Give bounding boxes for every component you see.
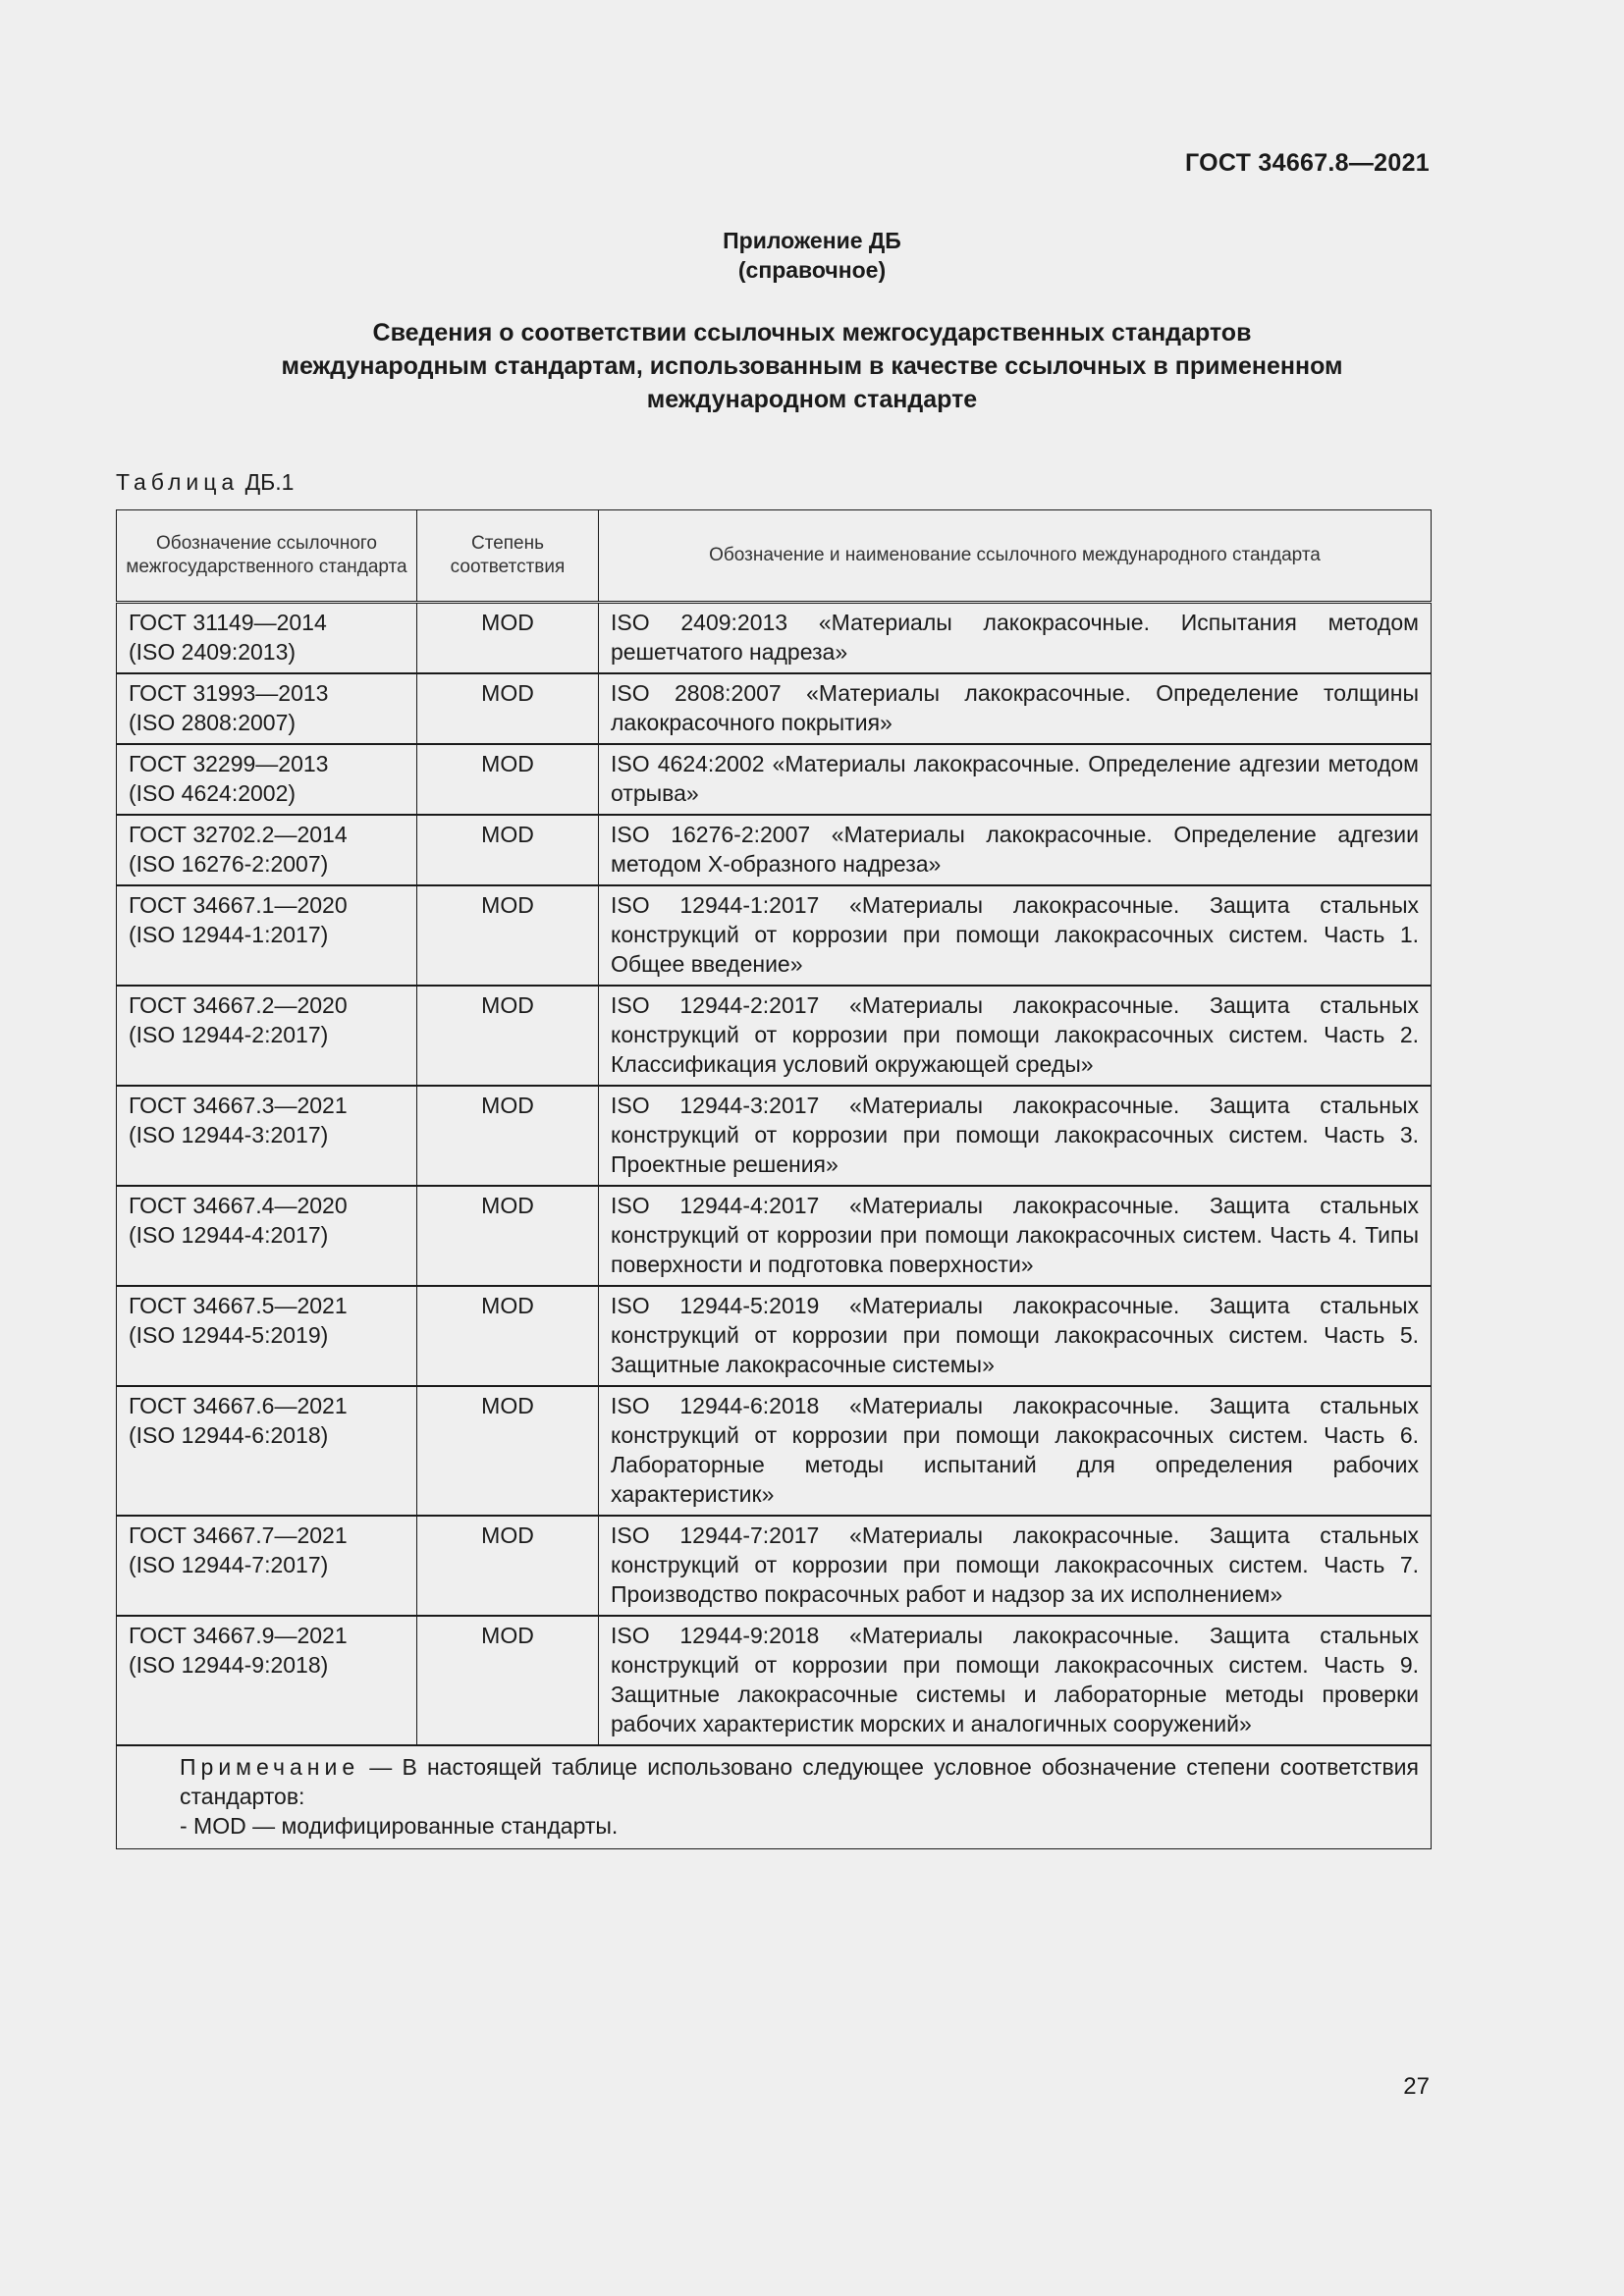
main-title-line: международном стандарте: [646, 386, 978, 413]
iso-equivalent: (ISO 12944-1:2017): [129, 922, 329, 947]
iso-equivalent: (ISO 12944-2:2017): [129, 1022, 329, 1047]
cell-iso-title: ISO 16276-2:2007 «Материалы лакокрасочные. Определение адгезии методом Х-образного надреза»: [599, 815, 1432, 885]
table-row: [117, 603, 1432, 674]
cell-gost-designation: [117, 1516, 417, 1616]
reference-standards-table: [116, 509, 1432, 1849]
cell-gost-designation: [117, 1616, 417, 1745]
annex-subtitle: (справочное): [737, 257, 887, 283]
gost-number: ГОСТ 32299—2013: [129, 751, 329, 776]
gost-number: ГОСТ 34667.3—2021: [129, 1093, 348, 1118]
cell-iso-title: ISO 12944-1:2017 «Материалы лакокрасочные. Защита стальных конструкций от коррозии при помощи лакокрасочных систем. Часть 1. Общее введение»: [599, 885, 1432, 986]
gost-number: ГОСТ 34667.6—2021: [129, 1393, 348, 1418]
cell-gost-designation: [117, 744, 417, 815]
cell-gost-designation: [117, 1386, 417, 1516]
cell-gost-designation: [117, 1286, 417, 1386]
cell-degree: MOD: [417, 673, 599, 744]
cell-gost-designation: [117, 673, 417, 744]
table-row: [117, 1616, 1432, 1745]
cell-degree: MOD: [417, 986, 599, 1086]
cell-degree: MOD: [417, 1516, 599, 1616]
gost-number: ГОСТ 34667.2—2020: [129, 992, 348, 1018]
cell-iso-title: ISO 12944-3:2017 «Материалы лакокрасочные. Защита стальных конструкций от коррозии при помощи лакокрасочных систем. Часть 3. Проектные решения»: [599, 1086, 1432, 1186]
cell-degree: MOD: [417, 1386, 599, 1516]
document-code: ГОСТ 34667.8—2021: [1184, 149, 1430, 177]
cell-iso-title: ISO 4624:2002 «Материалы лакокрасочные. Определение адгезии методом отрыва»: [599, 744, 1432, 815]
table-header-row: [117, 510, 1432, 603]
cell-gost-designation: [117, 885, 417, 986]
header-iso-column: Обозначение и наименование ссылочного международного стандарта: [599, 510, 1432, 603]
table-row: [117, 815, 1432, 885]
cell-iso-title: ISO 12944-2:2017 «Материалы лакокрасочные. Защита стальных конструкций от коррозии при помощи лакокрасочных систем. Часть 2. Классификация условий окружающей среды»: [599, 986, 1432, 1086]
main-title: [0, 316, 1624, 416]
iso-equivalent: (ISO 4624:2002): [129, 780, 297, 806]
iso-equivalent: (ISO 12944-5:2019): [129, 1322, 329, 1348]
cell-gost-designation: [117, 815, 417, 885]
table-row: [117, 885, 1432, 986]
annex-title: Приложение ДБ: [723, 228, 901, 253]
cell-degree: MOD: [417, 744, 599, 815]
table-caption: [116, 469, 294, 496]
gost-number: ГОСТ 34667.1—2020: [129, 892, 348, 918]
cell-gost-designation: [117, 1186, 417, 1286]
gost-number: ГОСТ 32702.2—2014: [129, 822, 348, 847]
table-row: [117, 1286, 1432, 1386]
table-row: [117, 1186, 1432, 1286]
iso-equivalent: (ISO 12944-7:2017): [129, 1552, 329, 1577]
iso-equivalent: (ISO 12944-4:2017): [129, 1222, 329, 1248]
table-row: [117, 986, 1432, 1086]
cell-iso-title: ISO 12944-7:2017 «Материалы лакокрасочные. Защита стальных конструкций от коррозии при помощи лакокрасочных систем. Часть 7. Производство покрасочных работ и надзор за их исполнением»: [599, 1516, 1432, 1616]
header-degree-column: Степень соответствия: [417, 510, 599, 603]
gost-number: ГОСТ 34667.5—2021: [129, 1293, 348, 1318]
note-label: Примечание: [180, 1754, 360, 1780]
main-title-line: Сведения о соответствии ссылочных межгосударственных стандартов: [372, 319, 1252, 347]
cell-degree: MOD: [417, 1286, 599, 1386]
cell-gost-designation: [117, 986, 417, 1086]
cell-iso-title: ISO 2808:2007 «Материалы лакокрасочные. Определение толщины лакокрасочного покрытия»: [599, 673, 1432, 744]
iso-equivalent: (ISO 12944-9:2018): [129, 1652, 329, 1678]
gost-number: ГОСТ 34667.9—2021: [129, 1623, 348, 1648]
gost-number: ГОСТ 34667.7—2021: [129, 1522, 348, 1548]
table-row: [117, 673, 1432, 744]
table-row: [117, 1516, 1432, 1616]
table-caption-number: ДБ.1: [244, 469, 295, 495]
page-number: 27: [1403, 2073, 1430, 2100]
main-title-line: международным стандартам, использованным в качестве ссылочных в примененном: [281, 352, 1343, 380]
iso-equivalent: (ISO 16276-2:2007): [129, 851, 329, 877]
table-note-row: [117, 1745, 1432, 1849]
cell-degree: MOD: [417, 1616, 599, 1745]
note-text: — В настоящей таблице использовано следующее условное обозначение степени соответствия стандартов:: [180, 1754, 1419, 1809]
annex-heading: [0, 226, 1624, 285]
cell-gost-designation: [117, 1086, 417, 1186]
table-row: [117, 744, 1432, 815]
cell-iso-title: ISO 12944-6:2018 «Материалы лакокрасочные. Защита стальных конструкций от коррозии при помощи лакокрасочных систем. Часть 6. Лабораторные методы испытаний для определения рабочих характеристик»: [599, 1386, 1432, 1516]
cell-degree: MOD: [417, 815, 599, 885]
table-note: [117, 1745, 1432, 1849]
iso-equivalent: (ISO 12944-3:2017): [129, 1122, 329, 1148]
cell-degree: MOD: [417, 885, 599, 986]
table-caption-prefix: Таблица: [116, 469, 240, 495]
table-body: [117, 603, 1432, 1849]
cell-iso-title: ISO 12944-4:2017 «Материалы лакокрасочные. Защита стальных конструкций от коррозии при помощи лакокрасочных систем. Часть 4. Типы поверхности и подготовка поверхности»: [599, 1186, 1432, 1286]
iso-equivalent: (ISO 2409:2013): [129, 639, 297, 665]
table-row: [117, 1386, 1432, 1516]
cell-iso-title: ISO 2409:2013 «Материалы лакокрасочные. Испытания методом решетчатого надреза»: [599, 603, 1432, 674]
cell-iso-title: ISO 12944-9:2018 «Материалы лакокрасочные. Защита стальных конструкций от коррозии при помощи лакокрасочных систем. Часть 9. Защитные лакокрасочные системы и лабораторные методы проверки рабочих характеристик морских и аналогичных сооружений»: [599, 1616, 1432, 1745]
cell-gost-designation: [117, 603, 417, 674]
header-gost-column: Обозначение ссылочного межгосударственного стандарта: [117, 510, 417, 603]
gost-number: ГОСТ 31149—2014: [129, 610, 327, 635]
table-row: [117, 1086, 1432, 1186]
gost-number: ГОСТ 34667.4—2020: [129, 1193, 348, 1218]
cell-degree: MOD: [417, 1086, 599, 1186]
cell-degree: MOD: [417, 603, 599, 674]
cell-iso-title: ISO 12944-5:2019 «Материалы лакокрасочные. Защита стальных конструкций от коррозии при помощи лакокрасочных систем. Часть 5. Защитные лакокрасочные системы»: [599, 1286, 1432, 1386]
gost-number: ГОСТ 31993—2013: [129, 680, 329, 706]
iso-equivalent: (ISO 12944-6:2018): [129, 1422, 329, 1448]
note-item: - MOD — модифицированные стандарты.: [180, 1813, 619, 1839]
iso-equivalent: (ISO 2808:2007): [129, 710, 297, 735]
cell-degree: MOD: [417, 1186, 599, 1286]
